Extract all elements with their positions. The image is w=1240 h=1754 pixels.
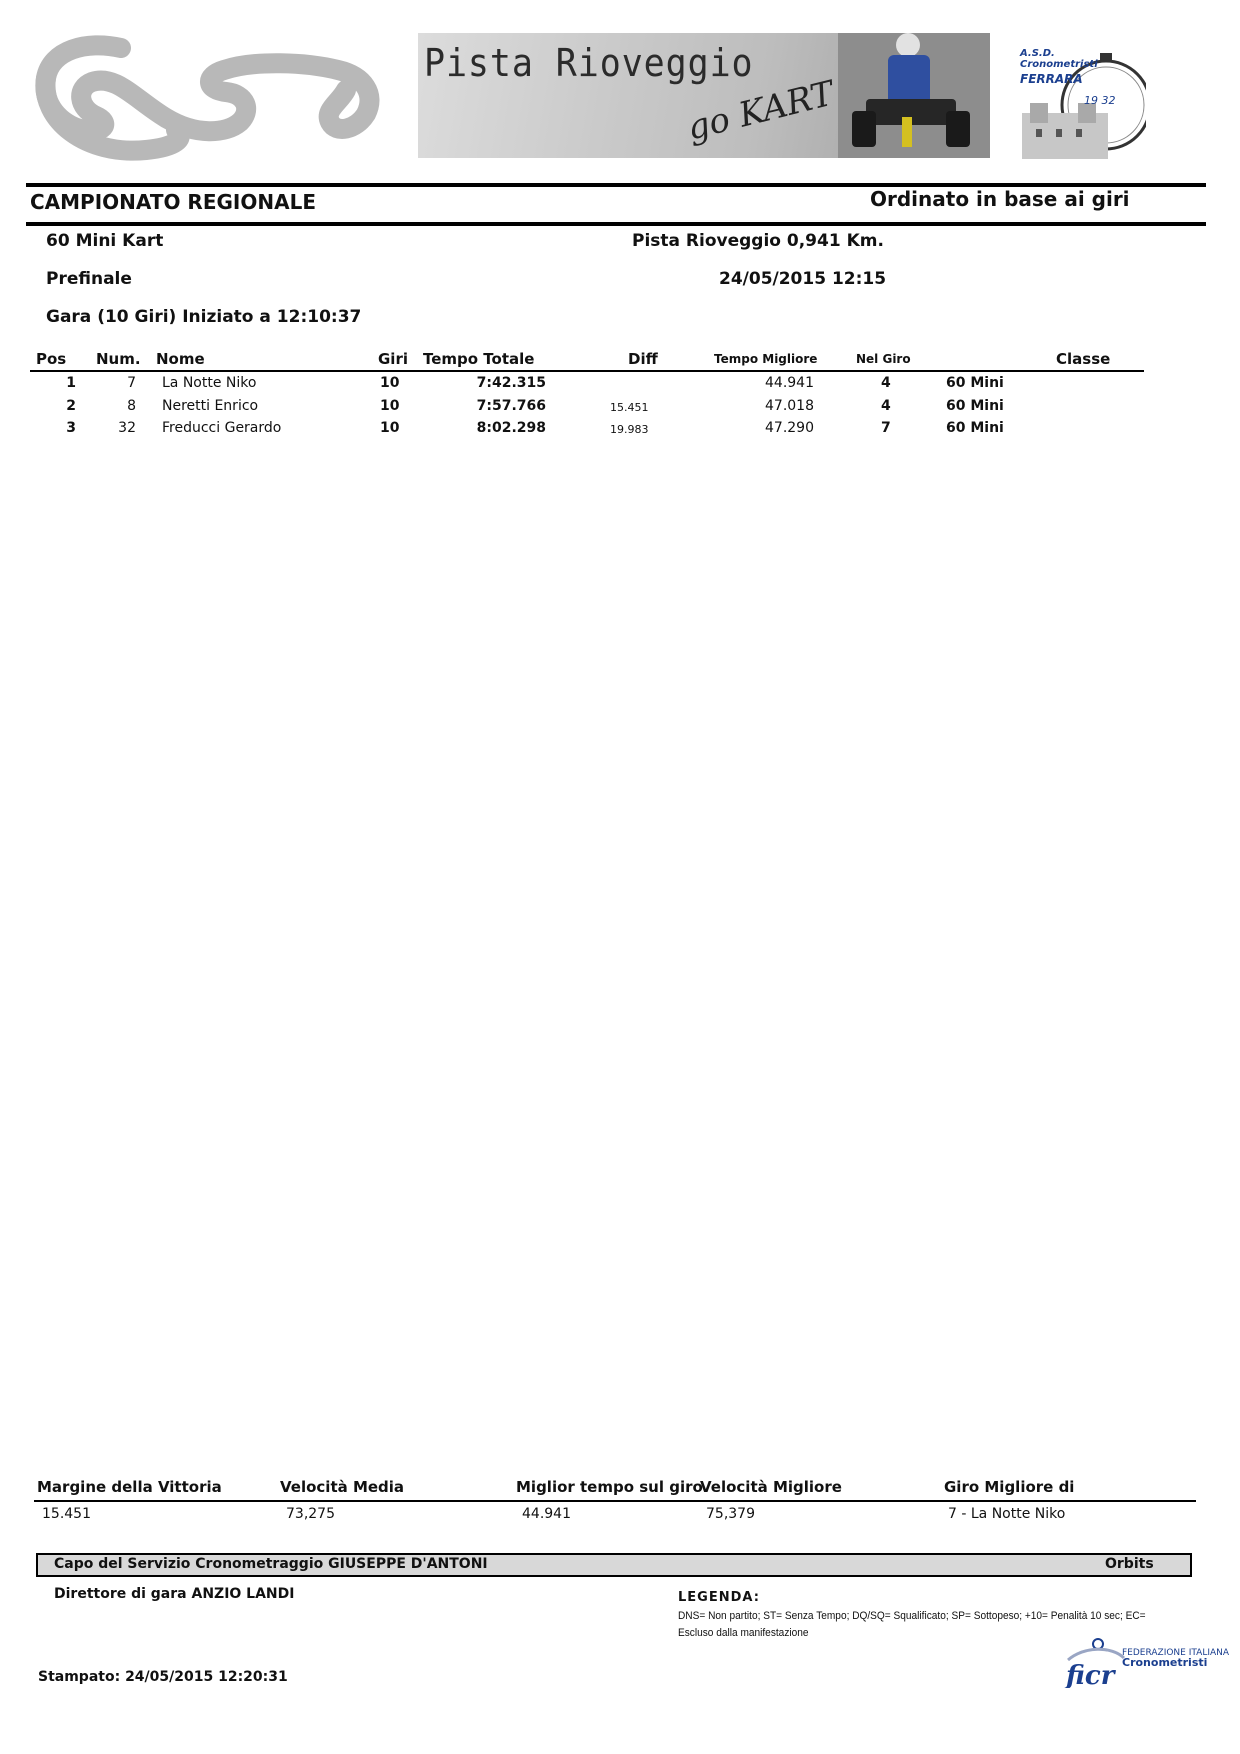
banner	[418, 33, 990, 158]
timing-system: Orbits	[1105, 1556, 1154, 1572]
ficr-line2: Cronometristi	[1122, 1656, 1208, 1669]
table-header-rule	[30, 370, 1144, 372]
row-name: Neretti Enrico	[162, 398, 259, 414]
row-class: 60 Mini	[946, 420, 1004, 436]
col-header-pos: Pos	[36, 350, 67, 368]
row-num: 7	[127, 375, 136, 391]
row-num: 32	[118, 420, 136, 436]
row-num: 8	[127, 398, 136, 414]
row-best-time: 47.290	[765, 420, 814, 436]
ficr-line1: FEDERAZIONE ITALIANA	[1122, 1648, 1230, 1658]
timing-association-year: 19 32	[1084, 94, 1116, 107]
banner-title: Pista Rioveggio	[424, 41, 754, 85]
title-bottom-rule	[26, 222, 1206, 226]
summary-header-avg-speed: Velocità Media	[280, 1478, 405, 1496]
row-pos: 2	[66, 398, 76, 414]
timing-chief: Capo del Servizio Cronometraggio GIUSEPPE D'ANTONI	[54, 1556, 488, 1572]
col-header-total: Tempo Totale	[423, 350, 535, 368]
kart-driver-image	[838, 33, 990, 158]
summary-best-lap-by-value: 7 - La Notte Niko	[948, 1506, 1066, 1522]
legend-text: DNS= Non partito; ST= Senza Tempo; DQ/SQ= Squalificato; SP= Sottopeso; +10= Penalità 10 sec; EC= Escluso dalla manifestazione	[678, 1610, 1146, 1639]
row-best-lap-number: 4	[881, 398, 891, 414]
svg-text:ficr: ficr	[1066, 1661, 1115, 1688]
row-class: 60 Mini	[946, 375, 1004, 391]
printed-timestamp: Stampato: 24/05/2015 12:20:31	[38, 1669, 288, 1685]
legend-title: LEGENDA:	[678, 1590, 760, 1605]
col-header-num: Num.	[96, 350, 141, 368]
race-info: Gara (10 Giri) Iniziato a 12:10:37	[46, 307, 362, 327]
summary-rule	[34, 1500, 1196, 1502]
session-label: Prefinale	[46, 269, 132, 289]
summary-best-lap-value: 44.941	[522, 1506, 571, 1522]
race-director: Direttore di gara ANZIO LANDI	[54, 1586, 295, 1602]
championship-title: CAMPIONATO REGIONALE	[30, 190, 316, 214]
timing-association-name: FERRARA	[1020, 72, 1083, 86]
track-label: Pista Rioveggio 0,941 Km.	[632, 231, 884, 251]
summary-header-best-speed: Velocità Migliore	[700, 1478, 842, 1496]
timing-association-label: A.S.D. Cronometristi	[1020, 48, 1098, 70]
session-datetime: 24/05/2015 12:15	[719, 269, 887, 289]
row-laps: 10	[380, 420, 400, 436]
row-class: 60 Mini	[946, 398, 1004, 414]
row-diff: 19.983	[610, 423, 649, 436]
row-best-lap-number: 4	[881, 375, 891, 391]
summary-header-best-lap-by: Giro Migliore di	[944, 1478, 1075, 1496]
col-header-diff: Diff	[628, 350, 658, 368]
row-best-lap-number: 7	[881, 420, 891, 436]
row-best-time: 47.018	[765, 398, 814, 414]
row-best-time: 44.941	[765, 375, 814, 391]
row-name: Freducci Gerardo	[162, 420, 282, 436]
row-laps: 10	[380, 398, 400, 414]
track-layout-logo	[26, 30, 406, 165]
col-header-laps: Giri	[378, 350, 408, 368]
col-header-on-lap: Nel Giro	[856, 352, 911, 366]
row-laps: 10	[380, 375, 400, 391]
ficr-label	[1122, 1648, 1229, 1668]
summary-header-best-lap: Miglior tempo sul giro	[516, 1478, 703, 1496]
row-total-time: 7:42.315	[476, 375, 546, 391]
row-name: La Notte Niko	[162, 375, 257, 391]
summary-margin-value: 15.451	[42, 1506, 91, 1522]
row-total-time: 8:02.298	[476, 420, 546, 436]
col-header-best: Tempo Migliore	[714, 352, 818, 366]
sort-order-label: Ordinato in base ai giri	[870, 187, 1130, 211]
row-pos: 1	[66, 375, 76, 391]
row-pos: 3	[66, 420, 76, 436]
banner-subtitle: go KART	[683, 73, 838, 149]
summary-avg-speed-value: 73,275	[286, 1506, 335, 1522]
category-label: 60 Mini Kart	[46, 231, 164, 251]
row-total-time: 7:57.766	[476, 398, 546, 414]
summary-header-margin: Margine della Vittoria	[37, 1478, 222, 1496]
summary-best-speed-value: 75,379	[706, 1506, 755, 1522]
col-header-class: Classe	[1056, 350, 1111, 368]
row-diff: 15.451	[610, 401, 649, 414]
col-header-name: Nome	[156, 350, 205, 368]
